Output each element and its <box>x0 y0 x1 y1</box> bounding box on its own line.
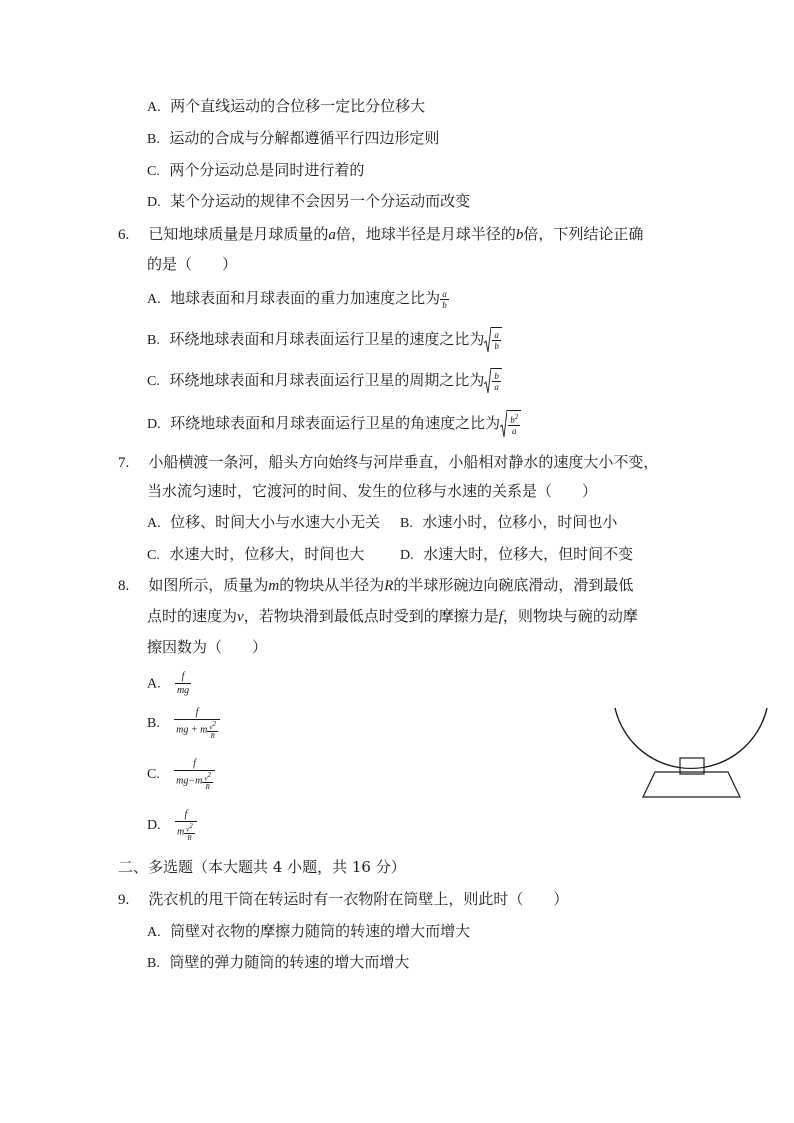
stem-text: 洗衣机的甩干筒在转运时有一衣物附在筒壁上，则此时（ ） <box>148 890 569 908</box>
option-text: 环绕地球表面和月球表面运行卫星的速度之比为 <box>169 330 485 348</box>
variable-v: v <box>237 609 244 625</box>
q8-stem-line-1 <box>118 575 633 596</box>
square-root <box>500 410 521 438</box>
option-label: C. <box>147 164 160 179</box>
inner-fraction <box>207 720 218 740</box>
stem-text: 的物块从半径为 <box>279 576 385 594</box>
option-label: C. <box>147 767 160 783</box>
bowl-base <box>643 772 740 797</box>
option-label: B. <box>400 516 413 531</box>
q6-option-a <box>147 288 449 310</box>
numerator: a <box>494 329 499 340</box>
denominator: b <box>442 299 447 310</box>
option-text: 水速大时，位移大，但时间不变 <box>423 545 634 563</box>
inner-fraction <box>202 771 213 791</box>
q9-option-a <box>147 921 470 943</box>
q7-option-a <box>147 512 380 534</box>
q6-option-c <box>147 368 502 394</box>
variable-b: b <box>515 227 524 243</box>
q6-option-b <box>147 327 502 353</box>
denominator: a <box>511 426 517 436</box>
stem-text: 当水流匀速时，它渡河的时间、发生的位移与水速的关系是（ ） <box>147 482 598 500</box>
numerator: f <box>174 706 220 720</box>
stem-text: ，若物块滑到最低点时受到的摩擦力是 <box>243 607 499 625</box>
stem-text: 点时的速度为 <box>147 607 238 625</box>
question-number: 7. <box>118 455 130 471</box>
q7-stem-line-2 <box>147 481 597 501</box>
option-label: A. <box>147 516 161 531</box>
fraction <box>508 412 520 436</box>
section-heading <box>118 857 406 877</box>
option-label: B. <box>147 333 160 348</box>
question-number: 6. <box>118 227 130 243</box>
numerator: a <box>442 288 447 299</box>
fraction <box>174 706 220 740</box>
option-label: A. <box>147 676 161 692</box>
question-number: 9. <box>118 892 130 908</box>
variable-a: a <box>328 227 336 243</box>
square-root <box>484 368 502 394</box>
option-text: 地球表面和月球表面的重力加速度之比为 <box>170 289 441 307</box>
option-label: A. <box>147 925 161 940</box>
option-label: B. <box>147 716 160 732</box>
q7-option-b <box>400 512 617 534</box>
exponent: 2 <box>514 413 519 421</box>
option-label: C. <box>147 374 160 389</box>
numerator: b <box>494 370 499 381</box>
numerator: f <box>175 670 191 684</box>
stem-text: 倍，下列结论正确 <box>523 225 644 243</box>
numerator: f <box>174 757 215 771</box>
stem-text: 擦因数为（ ） <box>147 638 268 656</box>
q8-option-a <box>147 670 191 697</box>
stem-text: 已知地球质量是月球质量的 <box>148 225 329 243</box>
option-label: D. <box>147 195 161 210</box>
fraction <box>440 289 449 310</box>
stem-text: 的是（ ） <box>147 255 238 273</box>
option-label: B. <box>147 956 160 971</box>
option-text: 两个分运动总是同时进行着的 <box>169 161 365 179</box>
option-label: D. <box>147 818 161 834</box>
q7-stem-line-1 <box>118 452 658 473</box>
q6-stem-line-1 <box>118 224 643 245</box>
option-text: 筒壁的弹力随筒的转速的增大而增大 <box>169 953 410 971</box>
denominator-term: mg−m <box>176 775 203 787</box>
q5-option-d <box>147 191 470 213</box>
section-title: 二、多选题（本大题共 4 小题，共 16 分） <box>118 858 406 876</box>
option-label: A. <box>147 100 161 115</box>
denominator-term: m <box>176 826 185 838</box>
velocity-symbol: v <box>186 825 190 834</box>
q8-option-b <box>147 706 220 740</box>
velocity-symbol: v <box>204 774 208 783</box>
question-number: 8. <box>118 578 130 594</box>
stem-text: 倍，地球半径是月球半径的 <box>335 225 516 243</box>
option-label: D. <box>400 548 414 563</box>
q8-option-d <box>147 808 197 842</box>
option-text: 两个直线运动的合位移一定比分位移大 <box>170 97 426 115</box>
numerator: f <box>175 808 197 822</box>
radius-symbol: R <box>205 783 210 792</box>
numerator: b <box>510 415 515 425</box>
exponent: 2 <box>207 771 211 779</box>
q6-option-d <box>147 410 521 438</box>
option-text: 位移、时间大小与水速大小无关 <box>170 513 381 531</box>
option-text: 运动的合成与分解都遵循平行四边形定则 <box>169 129 440 147</box>
stem-text: 的半球形碗边向碗底滑动，滑到最低 <box>393 576 634 594</box>
radius-symbol: R <box>210 732 215 741</box>
q7-option-c <box>147 544 364 566</box>
option-label: D. <box>147 417 161 432</box>
fraction <box>175 808 197 842</box>
option-label: C. <box>147 548 160 563</box>
denominator: a <box>494 381 499 392</box>
denominator-term: mg + m <box>176 724 208 736</box>
bowl-diagram <box>610 703 776 803</box>
inner-fraction <box>184 822 195 842</box>
denominator: b <box>494 340 499 351</box>
q9-stem-line-1 <box>118 889 568 910</box>
option-label: A. <box>147 292 161 307</box>
fraction <box>175 670 191 697</box>
fraction <box>174 757 215 791</box>
fraction <box>492 371 501 392</box>
velocity-symbol: v <box>209 723 213 732</box>
option-text: 水速小时，位移小，时间也小 <box>422 513 618 531</box>
option-label: B. <box>147 132 160 147</box>
option-text: 环绕地球表面和月球表面运行卫星的周期之比为 <box>169 371 485 389</box>
q5-option-c <box>147 160 364 182</box>
square-root <box>484 327 502 353</box>
radius-symbol: R <box>187 834 192 843</box>
stem-text: 如图所示，质量为 <box>148 576 269 594</box>
q5-option-a <box>147 96 425 118</box>
q9-option-b <box>147 952 409 974</box>
option-text: 环绕地球表面和月球表面运行卫星的角速度之比为 <box>170 414 501 432</box>
option-text: 水速大时，位移大，时间也大 <box>169 545 365 563</box>
exponent: 2 <box>189 822 193 830</box>
stem-text: 小船横渡一条河，船头方向始终与河岸垂直，小船相对静水的速度大小不变， <box>148 453 659 471</box>
option-text: 某个分运动的规律不会因另一个分运动而改变 <box>170 192 471 210</box>
q7-option-d <box>400 544 633 566</box>
variable-f: f <box>498 609 503 625</box>
stem-text: ，则物块与碗的动摩 <box>502 607 638 625</box>
option-text: 筒壁对衣物的摩擦力随筒的转速的增大而增大 <box>170 922 471 940</box>
denominator: mg <box>176 685 190 696</box>
variable-m: m <box>268 578 280 594</box>
q6-stem-line-2 <box>147 254 237 274</box>
q8-stem-line-2 <box>147 606 638 627</box>
exponent: 2 <box>212 720 216 728</box>
q5-option-b <box>147 128 439 150</box>
variable-R: R <box>384 578 394 594</box>
fraction <box>492 330 501 351</box>
q8-option-c <box>147 757 215 791</box>
q8-stem-line-3 <box>147 637 267 657</box>
